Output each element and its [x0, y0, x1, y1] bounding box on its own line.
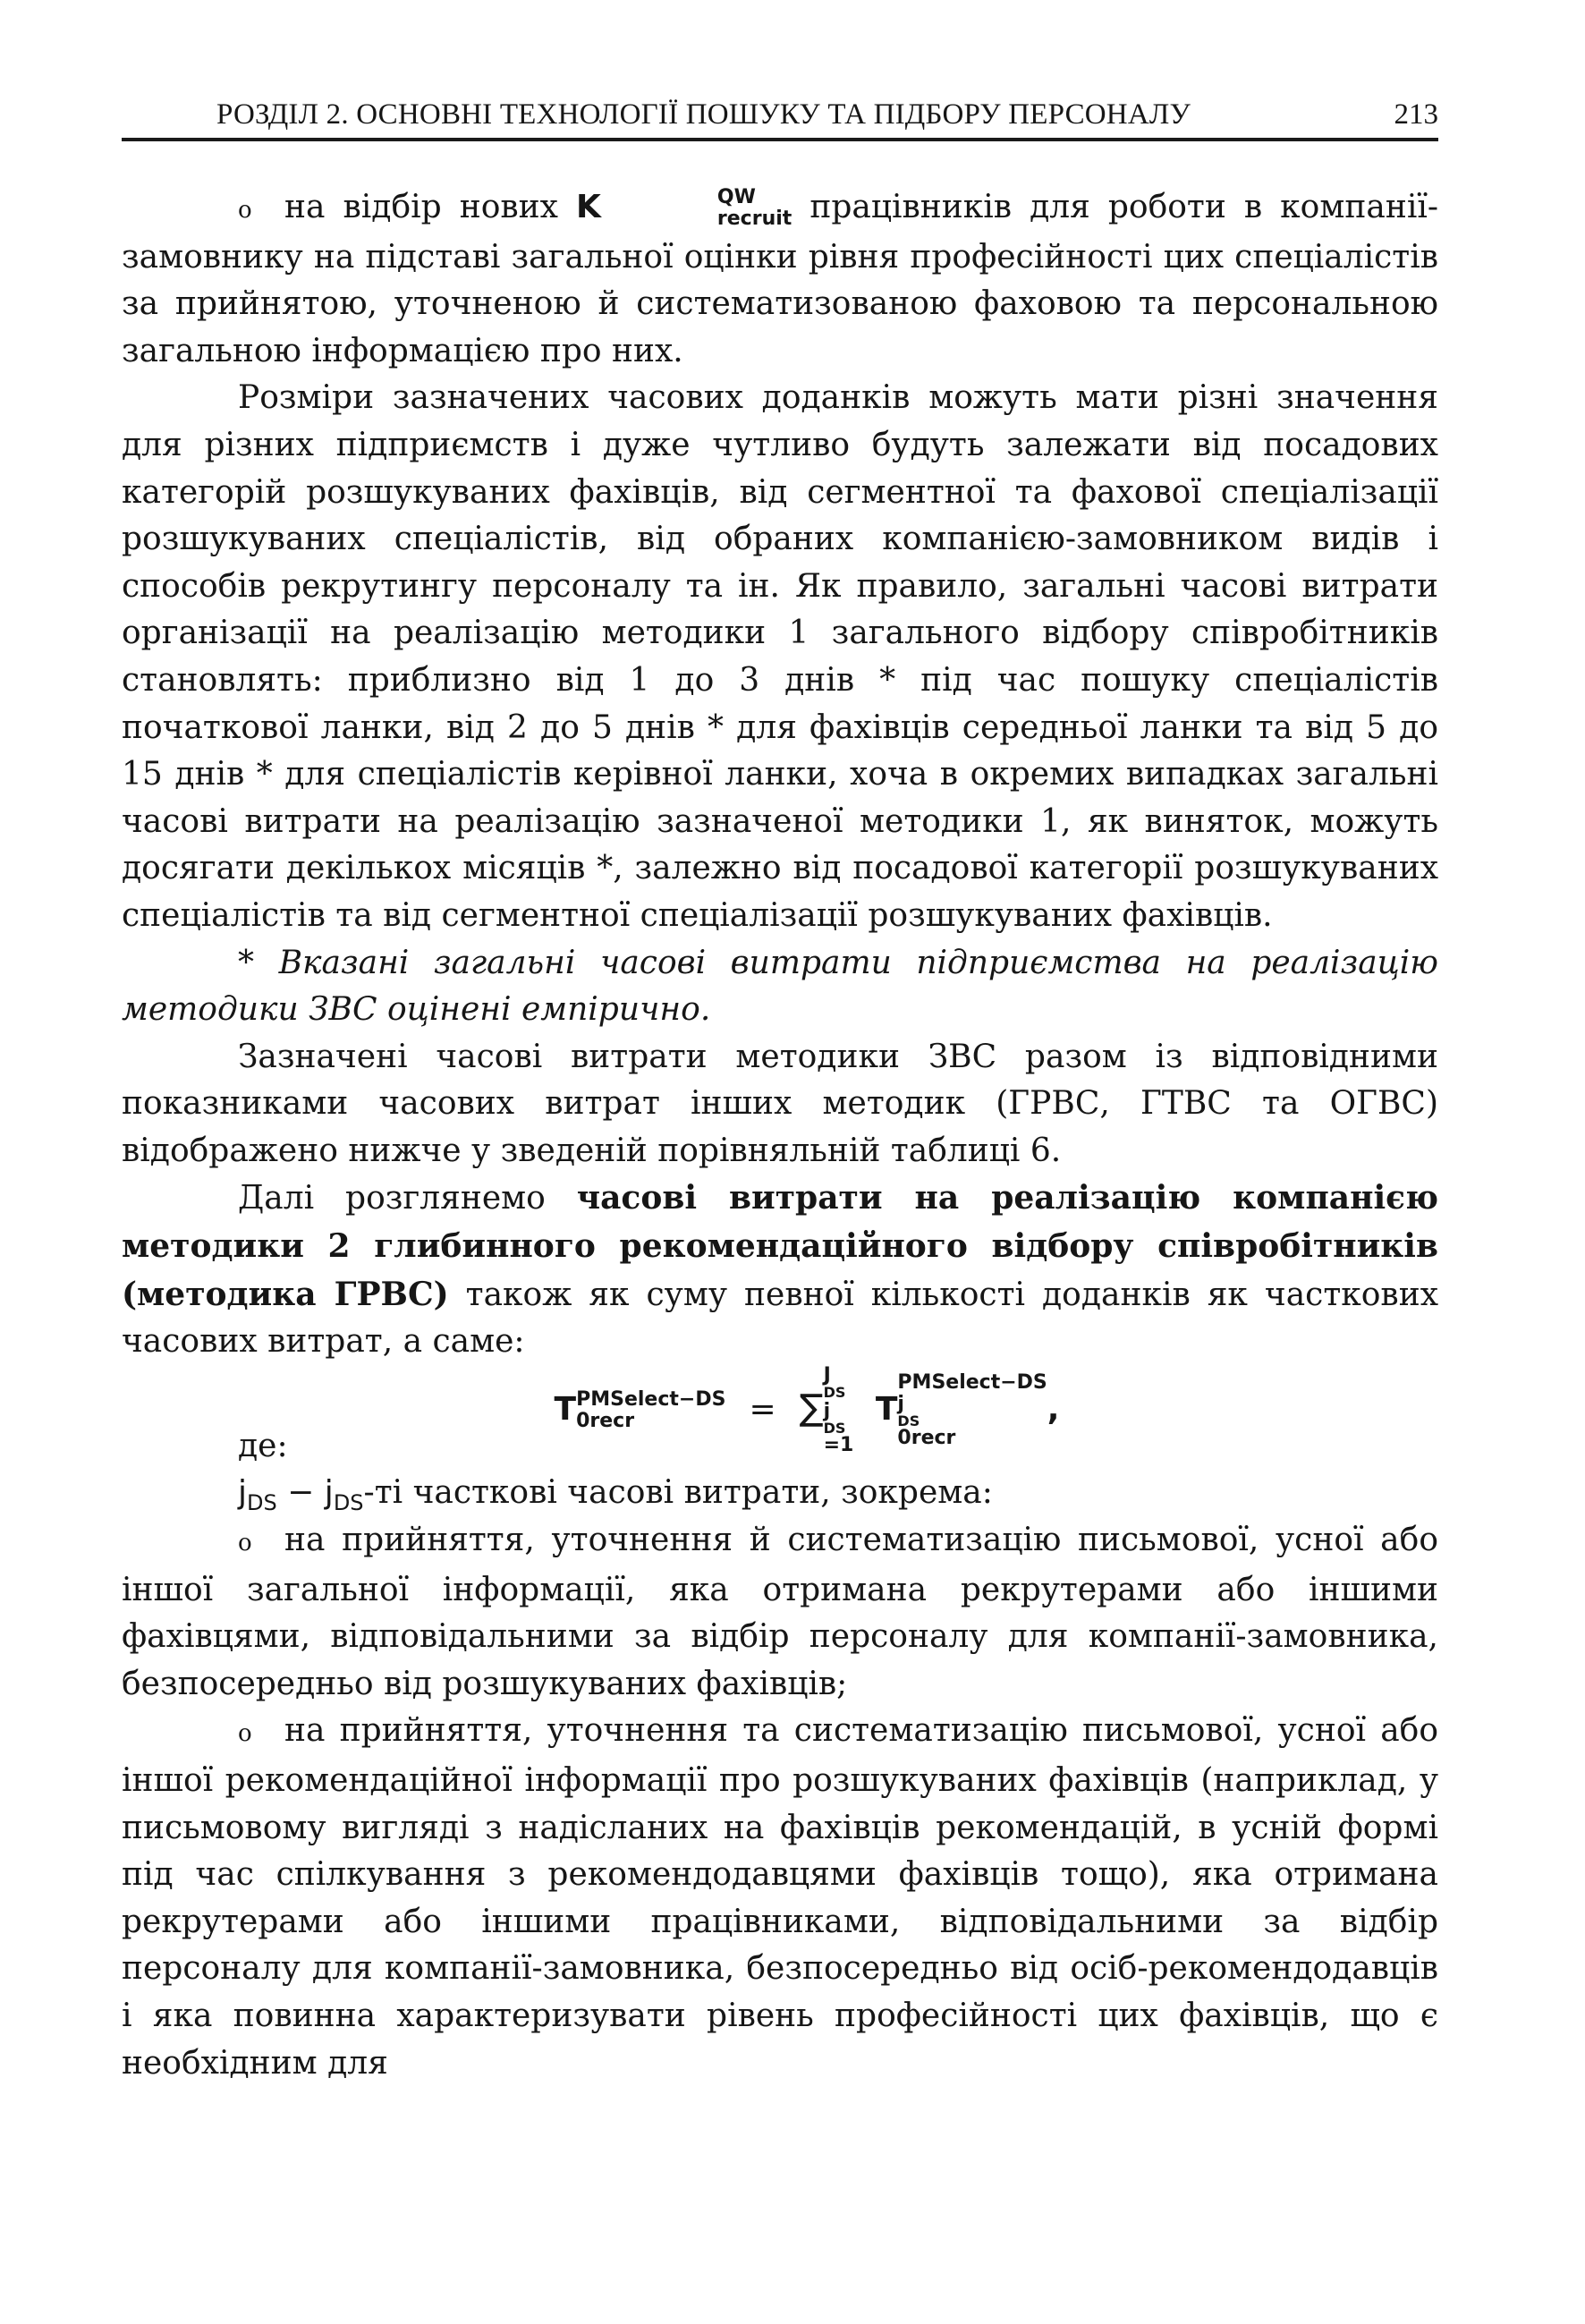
sum-upper-letter: J — [823, 1363, 831, 1387]
sum-upper-sub: DS — [823, 1383, 846, 1401]
lhs-subscript: 0recr — [576, 1409, 635, 1432]
rhs-indices — [897, 1370, 1047, 1449]
page-header — [122, 93, 1438, 141]
def-j2-sub: DS — [333, 1490, 364, 1516]
p4-lead: Далі розглянемо — [238, 1180, 577, 1217]
k-recruit-symbol — [576, 186, 792, 230]
k-letter: K — [576, 189, 601, 225]
bullet-1-text-end: працівників для роботи в компанії-замовнику на підставі загальної оцінки рівня професійності цих спеціалістів за прийнятою, уточненою й систематизованою фаховою та персональною загальною інформацією про них. — [122, 189, 1439, 369]
paragraph-table-reference: Зазначені часові витрати методики ЗВС разом із відповідними показниками часових витрат інших методик (ГРВС, ГТВС та ОГВС) відображено нижче у зведеній порівняльній таблиці 6. — [122, 1038, 1438, 1169]
bullet-marker: o — [238, 1530, 252, 1557]
equals-sign: = — [749, 1390, 776, 1428]
formula-comma: , — [1047, 1390, 1060, 1428]
def-j: j — [238, 1474, 248, 1512]
formula-rhs — [875, 1370, 1060, 1449]
paragraph-time-ranges: Розміри зазначених часових доданків можуть мати різні значення для різних підприємств і дуже чутливо будуть залежати від посадових категорій розшукуваних фахівців, від сегментної та фахової спеціалізації розшукуваних спеціалістів, від обраних компанією-замовником видів і способів рекрутингу персоналу та ін. Як правило, загальні часові витрати організації на реалізацію методики 1 загального відбору співробітників становлять: приблизно від 1 до 3 днів * під час пошуку спеціалістів початкової ланки, від 2 до 5 днів * для фахівців середньої ланки та від 5 до 15 днів * для спеціалістів керівної ланки, хоча в окремих випадках загальні часові витрати на реалізацію зазначеної методики 1, як виняток, можуть досягати декількох місяців *, залежно від посадової категорії розшукуваних спеціалістів та від сегментної спеціалізації розшукуваних фахівців. — [122, 379, 1438, 934]
sum-sign: ∑ — [799, 1387, 824, 1429]
formula-lhs — [554, 1387, 726, 1432]
bullet-2-text: на прийняття, уточнення й систематизацію письмової, усної або іншої загальної інформації, яка отримана рекрутерами або іншими фахівцями, відповідальними за відбір персоналу для компанії-замовника, безпосередньо від розшукуваних фахівців; — [122, 1522, 1438, 1702]
p4-tail: також як суму певної кількості доданків як часткових часових витрат, а саме: — [122, 1276, 1438, 1361]
page-number: 213 — [1394, 98, 1438, 131]
bullet-1-text-start: на відбір нових — [284, 189, 576, 225]
sum-lower — [823, 1399, 854, 1456]
bullet-item-1 — [122, 184, 1438, 375]
sum-upper — [823, 1363, 854, 1401]
lhs-symbol: T — [554, 1390, 577, 1428]
def-j-sub: DS — [247, 1490, 277, 1516]
page-body — [122, 184, 1438, 2087]
p4-bold-term: часові витрати на реалізацію компанією методики 2 глибинного рекомендаційного відбору співробітників (методика ГРВС) — [122, 1179, 1438, 1313]
sum-lower-tail: =1 — [823, 1433, 854, 1456]
lhs-indices — [576, 1387, 726, 1432]
sum-lower-letter: j — [823, 1399, 831, 1422]
rhs-symbol: T — [875, 1390, 898, 1428]
footnote-empirical: * Вказані загальні часові витрати підприємства на реалізацію методики ЗВС оцінені емпірично. — [122, 944, 1438, 1029]
rhs-subscript — [897, 1392, 1047, 1449]
def-j2: j — [324, 1474, 334, 1512]
sum-limits — [823, 1363, 854, 1456]
rhs-sub-ds: DS — [897, 1412, 920, 1429]
rhs-superscript: PMSelect−DS — [897, 1370, 1047, 1394]
def-dash: − — [276, 1474, 325, 1512]
bullet-marker: o — [238, 1720, 252, 1748]
rhs-sub-j: j — [897, 1392, 904, 1415]
sum-lower-sub: DS — [823, 1419, 846, 1437]
rhs-sub-tail: 0recr — [897, 1426, 956, 1449]
k-subscript: recruit — [716, 208, 792, 230]
bullet-item-2 — [122, 1517, 1438, 1708]
lhs-superscript: PMSelect−DS — [576, 1387, 726, 1411]
def-text: -ті часткові часові витрати, зокрема: — [363, 1474, 993, 1512]
k-indices — [601, 188, 792, 229]
paragraph-method-2 — [122, 1175, 1438, 1365]
where-label: де: — [238, 1427, 288, 1464]
bullet-3-text: на прийняття, уточнення та систематизацію письмової, усної або іншої рекомендаційної інформації про розшукуваних фахівців (наприклад, у письмовому вигляді з надісланих на фахівців рекомендацій, в усній формі під час спілкування з рекомендодавцями фахівців тощо), яка отримана рекрутерами або іншими працівниками, відповідальними за відбір персоналу для компанії-замовника, безпосередньо від осіб-рекомендодавців і яка повинна характеризувати рівень професійності цих фахівців, що є необхідним для — [122, 1712, 1438, 2082]
definition-line — [122, 1470, 1438, 1517]
k-superscript: QW — [716, 186, 756, 208]
bullet-marker: o — [238, 197, 252, 224]
bullet-item-3 — [122, 1708, 1438, 2087]
running-title: РОЗДІЛ 2. ОСНОВНІ ТЕХНОЛОГІЇ ПОШУКУ ТА ПІДБОРУ ПЕРСОНАЛУ — [216, 98, 1191, 131]
